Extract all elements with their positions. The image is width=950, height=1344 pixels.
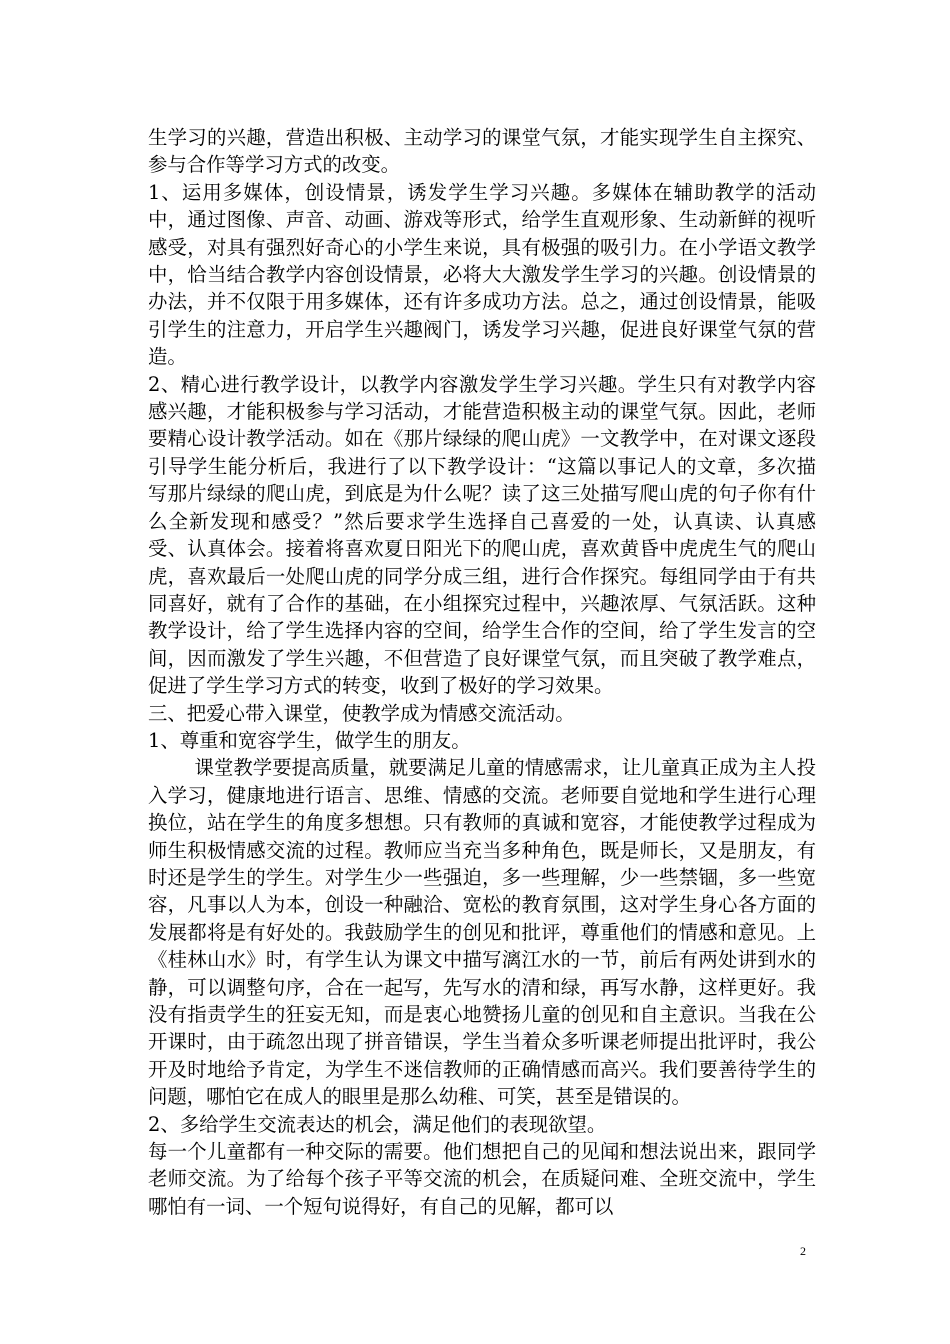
subheading-respect-students: 1、尊重和宽容学生，做学生的朋友。 <box>148 728 471 752</box>
paragraph-multimedia: 1、运用多媒体，创设情景，诱发学生学习兴趣。多媒体在辅助教学的活动中，通过图像、声音、动画、游戏等形式，给学生直观形象、生动新鲜的视听感受，对具有强烈好奇心的小学生来说，具有极强的吸引力。在小学语文教学中，恰当结合教学内容创设情景，必将大大激发学生学习的兴趣。创设情景的办法，并不仅限于用多媒体，还有许多成功方法。总之，通过创设情景，能吸引学生的注意力，开启学生兴趣阀门，诱发学习兴趣，促进良好课堂气氛的营造。 <box>148 180 816 369</box>
paragraph-communication: 每一个儿童都有一种交际的需要。他们想把自己的见闻和想法说出来，跟同学老师交流。为了给每个孩子平等交流的机会，在质疑问难、全班交流中，学生哪怕有一词、一个短句说得好，有自己的见解，都可以 <box>148 1140 816 1218</box>
section-heading-3: 三、把爱心带入课堂，使教学成为情感交流活动。 <box>148 701 575 725</box>
document-body <box>148 124 816 1220</box>
paragraph-emotional-needs: 课堂教学要提高质量，就要满足儿童的情感需求，让儿童真正成为主人投入学习，健康地进行语言、思维、情感的交流。老师要自觉地和学生进行心理换位，站在学生的角度多想想。只有教师的真诚和宽容，才能使教学过程成为师生积极情感交流的过程。教师应当充当多种角色，既是师长，又是朋友，有时还是学生的学生。对学生少一些强迫，多一些理解，少一些禁锢，多一些宽容，凡事以人为本，创设一种融洽、宽松的教育氛围，这对学生身心各方面的发展都将是有好处的。我鼓励学生的创见和批评，尊重他们的情感和意见。上《桂林山水》时，有学生认为课文中描写漓江水的一节，前后有两处讲到水的静，可以调整句序，合在一起写，先写水的清和绿，再写水静，这样更好。我没有指责学生的狂妄无知，而是衷心地赞扬儿童的创见和自主意识。当我在公开课时，由于疏忽出现了拼音错误，学生当着众多听课老师提出批评时，我公开及时地给予肯定，为学生不迷信教师的正确情感而高兴。我们要善待学生的问题，哪怕它在成人的眼里是那么幼稚、可笑，甚至是错误的。 <box>148 756 816 1109</box>
subheading-communication: 2、多给学生交流表达的机会，满足他们的表现欲望。 <box>148 1112 607 1136</box>
paragraph-intro-continuation: 生学习的兴趣，营造出积极、主动学习的课堂气氛，才能实现学生自主探究、参与合作等学习方式的改变。 <box>148 126 816 177</box>
page-number: 2 <box>800 1244 806 1258</box>
paragraph-teaching-design: 2、精心进行教学设计，以教学内容激发学生学习兴趣。学生只有对教学内容感兴趣，才能积极参与学习活动，才能营造积极主动的课堂气氛。因此，老师要精心设计教学活动。如在《那片绿绿的爬山虎》一文教学中，在对课文逐段引导学生能分析后，我进行了以下教学设计：“这篇以事记人的文章，多次描写那片绿绿的爬山虎，到底是为什么呢？读了这三处描写爬山虎的句子你有什么全新发现和感受？”然后要求学生选择自己喜爱的一处，认真读、认真感受、认真体会。接着将喜欢夏日阳光下的爬山虎，喜欢黄昏中虎虎生气的爬山虎，喜欢最后一处爬山虎的同学分成三组，进行合作探究。每组同学由于有共同喜好，就有了合作的基础，在小组探究过程中，兴趣浓厚、气氛活跃。这种教学设计，给了学生选择内容的空间，给学生合作的空间，给了学生发言的空间，因而激发了学生兴趣，不但营造了良好课堂气氛，而且突破了教学难点，促进了学生学习方式的转变，收到了极好的学习效果。 <box>148 372 816 698</box>
